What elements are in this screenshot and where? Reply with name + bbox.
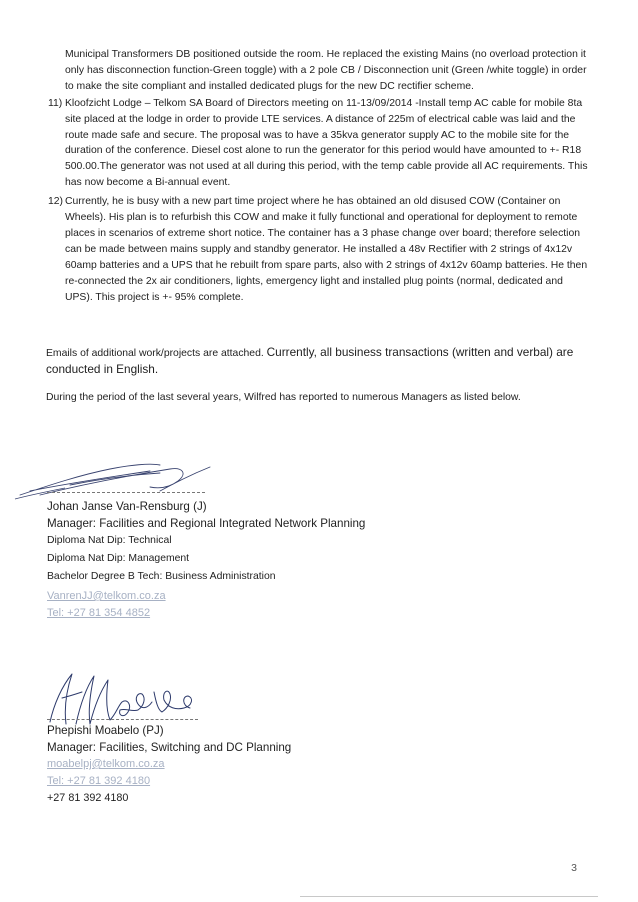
work-item-list [48, 47, 593, 309]
signature-line [47, 719, 198, 720]
list-item [48, 194, 593, 305]
list-item [48, 47, 593, 95]
managers-note: During the period of the last several years, Wilfred has reported to numerous Managers as listed below. [46, 392, 521, 403]
item-number: 11) [48, 97, 63, 109]
tel-link[interactable]: Tel: +27 81 354 4852 [47, 606, 151, 619]
signatory-name: Johan Janse Van-Rensburg (J) [47, 500, 207, 513]
item-number: 12) [48, 196, 64, 208]
list-item [48, 96, 593, 191]
email-link[interactable]: moabelpj@telkom.co.za [47, 758, 165, 770]
tel-link[interactable]: Tel: +27 81 392 4180 [47, 774, 151, 787]
emails-note-large: Currently, all business transactions (written and verbal) are conducted in English. [46, 345, 574, 376]
signatory-role: Manager: Facilities and Regional Integrated Network Planning [47, 517, 366, 530]
emails-note [46, 345, 596, 378]
emails-note-small: Emails of additional work/projects are attached. [46, 348, 264, 359]
qualification: Diploma Nat Dip: Management [47, 553, 190, 564]
page-number: 3 [571, 862, 577, 874]
item-text: Kloofzicht Lodge – Telkom SA Board of Directors meeting on 11-13/09/2014 -Install temp AC cable for mobile 8ta site placed at the lodge in order to provide LTE services. A distance of 225m of electrical cable was laid and the route made safe and secure. The proposal was to have a 35kva generator supply AC to the mobile site for the duration of the conference. Diesel cost alone to run the generator for this period would have amounted to +- R18 500.00.The generator was not used at all during this period, with the temp cable provide all AC requirements. This has now become a Bi-annual event. [65, 97, 588, 189]
item-text: Currently, he is busy with a new part time project where he has obtained an old disused COW (Container on Wheels). His plan is to refurbish this COW and make it fully functional and operational for deployment to remote places in scenarios of extreme short notice. The container has a 3 phase change over board; therefore selection can be made between mains supply and standby generator. He installed a 48v Rectifier with 2 strings of 4x12v 60amp batteries and a UPS that he rebuilt from spare parts, also with 2 strings of 4x12v 60amp batteries. He then re-connected the 2x air conditioners, lights, emergency light and installed plug points (normal, dedicated and UPS). This project is +- 95% complete. [65, 196, 588, 303]
phone-number: +27 81 392 4180 [47, 792, 129, 804]
signatory-role: Manager: Facilities, Switching and DC Planning [47, 741, 292, 754]
footer-rule [300, 896, 598, 897]
signatory-1 [47, 498, 365, 621]
item-text: Municipal Transformers DB positioned outside the room. He replaced the existing Mains (no overload protection it only has disconnection function-Green toggle) with a 2 pole CB / Disconnection unit (Green /white toggle) in order to make the site compliant and installed dedicated plugs for the new DC rectifier scheme. [65, 49, 587, 92]
qualification: Diploma Nat Dip: Technical [47, 535, 172, 546]
signature-line [47, 492, 205, 493]
signatory-2 [47, 722, 291, 807]
email-link[interactable]: VanrenJJ@telkom.co.za [47, 590, 166, 602]
qualification: Bachelor Degree B Tech: Business Administration [47, 571, 276, 582]
signatory-name: Phepishi Moabelo (PJ) [47, 724, 164, 737]
